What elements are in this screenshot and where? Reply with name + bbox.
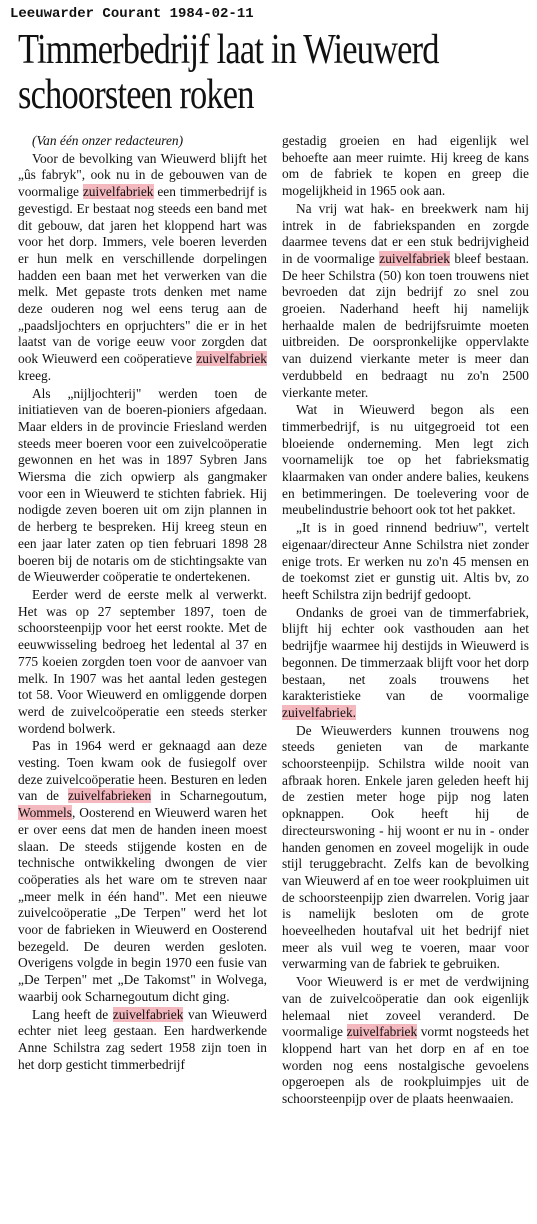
paragraph-text: De Wieuwerders kunnen trouwens nog steeds genieten van de markante schoorsteenpijp. Schilstra wilde nooit van afbraak horen. Enkele jaren geleden heeft hij de zestien meter hoge pijp nog laten opknappen. Ook heeft hij de directeurswoning - hij woont er nu in - onder handen genomen en zoveel mogelijk in oude stijl teruggebracht. Zelfs kan de bevolking van Wieuwerd af en toe weer rookpluimen uit de schoorsteenpijp zien dwarrelen. Vorig jaar is namelijk besloten om de grote hoeveelheden houtafval uit het bedrijf niet meer als vuil weg te voeren, maar voor verwarming van de fabriek te gebruiken. (282, 722, 529, 972)
highlighted-term: zuivelfabriek (196, 351, 267, 367)
paragraph-text: Lang heeft de (32, 1006, 113, 1022)
article-paragraph (18, 386, 267, 586)
article-column-right (282, 133, 529, 1109)
paragraph-text: in Scharnegoutum, (151, 788, 267, 804)
paragraph-text: Wat in Wieuwerd begon als een timmerbedrijf, is nu uitgegroeid tot een bloeiende onderneming. Men legt zich voornamelijk toe op het fabrieksmatig klaarmaken van onder andere balies, keukens en betimmeringen. De toelevering voor de meubelindustrie behoort ook tot het pakket. (282, 402, 529, 518)
article-paragraph (282, 974, 529, 1108)
paragraph-text: Ondanks de groei van de timmerfabriek, blijft hij echter ook vasthouden aan het bedrijfje waarmee hij destijds in Wieuwerd is begonnen. De timmerzaak blijft voor het dorp bestaan, net zoals trouwens het karakteristieke van de voormalige (282, 604, 529, 704)
article-paragraph (282, 605, 529, 722)
highlighted-term: zuivelfabriek. (282, 704, 356, 720)
article-column-left (18, 133, 267, 1074)
paragraph-text: kreeg. (18, 367, 52, 383)
paragraph-text: Eerder werd de eerste melk al verwerkt. Het was op 27 september 1897, toen de schoorsteenpijp voor het eerst rookte. Met de eeuwwisseling bedroeg het ledental al 37 en 775 koeien zorgden toen voor de aanvoer van melk. In 1907 was het aantal leden gestegen tot 58. Voor Wieuwerd en omliggende dorpen werd de zuivelcoöperatie een steeds sterker wordend bolwerk. (18, 586, 267, 736)
paragraph-text: Als „nijljochterij" werden toen de initiatieven van de boeren-pioniers afgedaan. Maar elders in de provincie Friesland werden steeds meer boeren voor een zuivelcoöperatie gewonnen en het was in 1897 Sybren Jans Wiersma die zich opwierp als gangmaker voor een in Wieuwerd te stichten fabriek. Hij nodigde zeven boeren uit om zijn plannen in de herberg te bespreken. Hij kreeg steun en een jaar later zaten op tien februari 1898 28 boeren bij de notaris om de stichtingsakte van de Wieuwerder coöperatie te ondertekenen. (18, 385, 267, 585)
paragraph-text: , Oosterend en Wieuwerd waren het er over eens dat men de handen ineen moest slaan. De steeds stijgende kosten en de technische ontwikkeling dwongen de vier coöperaties als het ware om te streven naar „meer melk in één hand". Met een nieuwe zuivelcoöperatie „De Terpen" werd het lot voor de fabrieken in Wieuwerd en Oosterend bezegeld. De deuren werden gesloten. Overigens volgde in begin 1970 een fusie van „De Terpen" met „De Takomst" in Wolvega, waarbij ook Scharnegoutum dicht ging. (18, 805, 267, 1004)
article-paragraph (282, 723, 529, 974)
paragraph-text: „It is in goed rinnend bedriuw", vertelt eigenaar/directeur Anne Schilstra niet zonder enige trots. Er werken nu zo'n 45 mensen en de toekomst ziet er gunstig uit. Altis bv, zo heeft Schilstra zijn bedrijf gedoopt. (282, 520, 529, 602)
article-paragraph (18, 151, 267, 385)
newspaper-source-label: Leeuwarder Courant 1984-02-11 (10, 6, 254, 22)
article-byline (18, 133, 267, 150)
paragraph-text: van Wieuwerd echter niet leeg gestaan. Een hardwerkende Anne Schilstra zag sedert 1958 zijn toen in het dorp gesticht timmerbedrijf (18, 1006, 267, 1072)
highlighted-term: zuivelfabrieken (67, 788, 152, 804)
article-headline: Timmerbedrijf laat in Wieuwerd schoorsteen roken (18, 27, 439, 118)
highlighted-term: zuivelfabriek (82, 184, 154, 200)
highlighted-term: Wommels (18, 805, 72, 821)
article-paragraph (282, 402, 529, 519)
paragraph-text: Na vrij wat hak- en breekwerk nam hij intrek in de fabriekspanden en zorgde daarmee tevens dat er een stuk bedrijvigheid in de voormalige (282, 200, 529, 266)
paragraph-text: (Van één onzer redacteuren) (32, 133, 184, 148)
article-paragraph (18, 587, 267, 737)
paragraph-text: vormt nogsteeds het kloppend hart van het dorp en af en toe worden nog eens nostalgische gevoelens opgeroepen als de rookpluimpjes uit de schoorsteenpijp over de plaats heenwaaien. (282, 1024, 529, 1107)
article-paragraph (18, 738, 267, 1005)
article-paragraph (282, 520, 529, 604)
paragraph-text: Pas in 1964 werd er geknaagd aan deze vesting. Toen kwam ook de fusiegolf over deze zuivelcoöperatie heen. Besturen en leden van de (18, 738, 267, 804)
paragraph-text: bleef bestaan. De heer Schilstra (50) kon toen trouwens niet bevroeden dat zijn bedrijf zo snel zou groeien. Naderhand heeft hij namelijk herhaalde malen de bedrijfsruimte moeten uitbreiden. De oorspronkelijke oppervlakte van duizend vierkante meter is meer dan verdubbeld en bedraagt nu zo'n 2500 vierkante meter. (282, 250, 529, 400)
paragraph-text: Voor de bevolking van Wieuwerd blijft het „ûs fabryk", ook nu in de gebouwen van de voormalige (18, 150, 267, 200)
paragraph-text: Voor Wieuwerd is er met de verdwijning van de zuivelcoöperatie dan ook eigenlijk helemaal niet zoveel veranderd. De voormalige (282, 974, 529, 1040)
paragraph-text: gestadig groeien en had eigenlijk wel behoefte aan meer ruimte. Hij kreeg de kans om de fabriek te kopen en greep die mogelijkheid in 1965 ook aan. (282, 133, 529, 199)
highlighted-term: zuivelfabriek (112, 1006, 184, 1022)
article-paragraph (18, 1007, 267, 1074)
article-paragraph (282, 201, 529, 401)
article-paragraph (282, 133, 529, 200)
highlighted-term: zuivelfabriek (379, 250, 450, 266)
highlighted-term: zuivelfabriek (346, 1024, 418, 1040)
paragraph-text: een timmerbedrijf is gevestigd. Er bestaat nog steeds een band met dit gebouw, dat jaren het kloppend hart was voor het dorp. Immers, vele boeren leverden er hun melk en verschillende dorpelingen hadden een baan met het verwerken van die melk. Met gepaste trots denken met name deze ouderen nog wel eens terug aan de „paadsljochters en oprjuchters" die er in het laatst van de vorige eeuw voor zorgden dat ook Wieuwerd een coöperatieve (18, 184, 267, 367)
